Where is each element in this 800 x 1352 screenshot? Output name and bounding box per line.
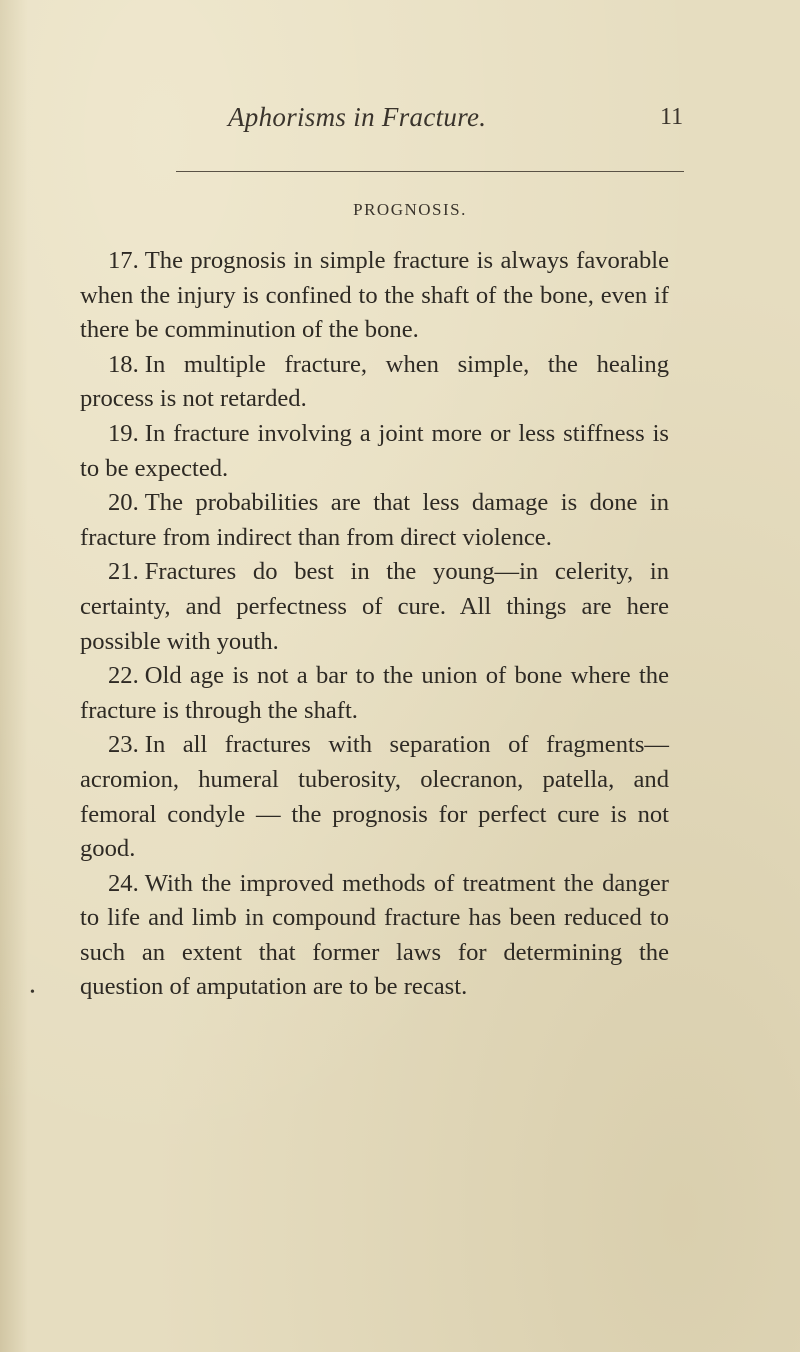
- aphorism-number: 21.: [108, 558, 139, 586]
- aphorism-text: The probabilities are that less damage is done in fracture from indirect than from direct violence.: [80, 489, 669, 551]
- aphorism-text: Fractures do best in the young—in celerity, in certainty, and perfectness of cure. All things are here possible with youth.: [80, 558, 669, 655]
- running-head: [0, 102, 800, 146]
- aphorism-number: 19.: [108, 419, 139, 447]
- aphorism-text: Old age is not a bar to the union of bone where the fracture is through the shaft.: [80, 662, 669, 724]
- aphorism-17: [80, 244, 669, 348]
- aphorism-number: 24.: [108, 869, 139, 897]
- aphorism-list: [80, 244, 669, 1005]
- aphorism-20: [80, 486, 669, 555]
- header-rule: [176, 171, 684, 172]
- section-heading: PROGNOSIS.: [353, 200, 467, 219]
- aphorism-number: 23.: [108, 731, 139, 759]
- running-title: Aphorisms in Fracture.: [228, 102, 487, 132]
- page-number: 11: [660, 104, 684, 130]
- aphorism-19: [80, 417, 669, 486]
- aphorism-18: [80, 348, 669, 417]
- aphorism-number: 17.: [108, 247, 139, 274]
- aphorism-22: [80, 659, 669, 728]
- aphorism-text: The prognosis in simple fracture is always favorable when the injury is confined to the shaft of the bone, even if there be comminution of the bone.: [80, 247, 669, 344]
- aphorism-text: In all fractures with separation of fragments—acromion, humeral tuberosity, olecranon, patella, and femoral condyle — the prognosis for perfect cure is not good.: [80, 731, 669, 863]
- aphorism-number: 22.: [108, 662, 139, 690]
- aphorism-24: [80, 867, 669, 1005]
- aphorism-text: In fracture involving a joint more or less stiffness is to be expected.: [80, 419, 669, 482]
- aphorism-number: 20.: [108, 489, 139, 517]
- aphorism-23: [80, 728, 669, 866]
- margin-mark-icon: •: [30, 985, 35, 1000]
- aphorism-number: 18.: [108, 350, 139, 378]
- aphorism-21: [80, 555, 669, 659]
- aphorism-text: In multiple fracture, when simple, the healing process is not retarded.: [80, 350, 669, 413]
- aphorism-text: With the improved methods of treatment the danger to life and limb in compound fracture has been reduced to such an extent that former laws for determining the question of amputation are to be recast.: [80, 869, 669, 1001]
